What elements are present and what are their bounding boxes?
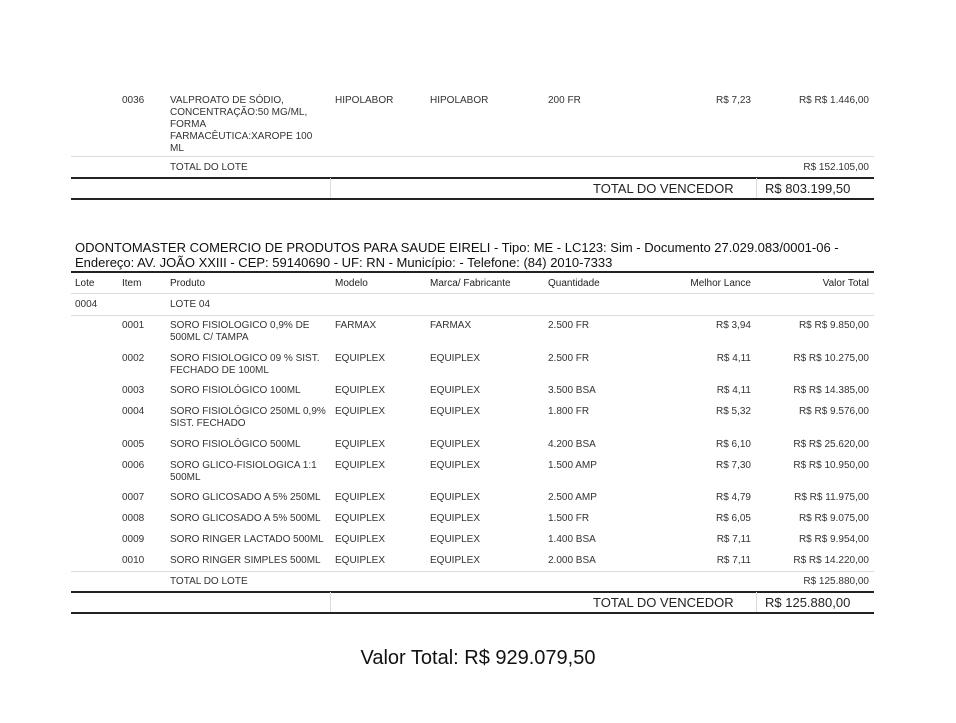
item-number: 0005 bbox=[122, 439, 145, 450]
grand-total: Valor Total: R$ 929.079,50 bbox=[360, 647, 596, 669]
best-bid: R$ 3,94 bbox=[715, 320, 751, 331]
header-valor-total: Valor Total bbox=[822, 278, 869, 289]
item-number: 0002 bbox=[122, 353, 145, 364]
product-name: SORO GLICO-FISIOLOGICA 1:1 500ML bbox=[170, 460, 317, 483]
item-number: 0007 bbox=[122, 492, 145, 503]
quantity: 2.500 FR bbox=[548, 353, 590, 364]
lot-number: 0004 bbox=[75, 299, 98, 310]
lot-total-value: R$ 152.105,00 bbox=[803, 162, 869, 173]
product-name: SORO RINGER LACTADO 500ML bbox=[170, 534, 324, 545]
quantity: 2.500 FR bbox=[548, 320, 590, 331]
product-name: SORO FISIOLÓGICO 250ML 0,9% SIST. FECHADO bbox=[170, 406, 326, 429]
lot-total-value: R$ 125.880,00 bbox=[803, 576, 869, 587]
header-quantidade: Quantidade bbox=[548, 278, 600, 289]
header-melhor-lance: Melhor Lance bbox=[690, 278, 751, 289]
row-divider bbox=[71, 156, 874, 157]
brand: EQUIPLEX bbox=[430, 492, 481, 503]
model: EQUIPLEX bbox=[335, 513, 386, 524]
header-lote: Lote bbox=[75, 278, 95, 289]
row-divider bbox=[71, 293, 874, 294]
product-name: SORO RINGER SIMPLES 500ML bbox=[170, 555, 321, 566]
product-name: SORO FISIOLÓGICO 100ML bbox=[170, 385, 301, 396]
header-produto: Produto bbox=[170, 278, 206, 289]
header-marca: Marca/ Fabricante bbox=[430, 278, 511, 289]
model: EQUIPLEX bbox=[335, 385, 386, 396]
best-bid: R$ 7,23 bbox=[715, 95, 751, 106]
best-bid: R$ 5,32 bbox=[715, 406, 751, 417]
vendor-title: ODONTOMASTER COMERCIO DE PRODUTOS PARA SAUDE EIRELI - Tipo: ME - LC123: Sim - Documento 27.029.083/0001-06 - Endereço: AV. JOÃO XXIII - CEP: 59140690 - UF: RN - Município: - Telefone: (84) 2010-7333 bbox=[75, 240, 839, 270]
brand: EQUIPLEX bbox=[430, 406, 481, 417]
divider-thick bbox=[71, 612, 874, 614]
header-modelo: Modelo bbox=[335, 278, 368, 289]
winner-total-value: R$ 803.199,50 bbox=[765, 181, 851, 196]
item-number: 0006 bbox=[122, 460, 145, 471]
lot-total-label: TOTAL DO LOTE bbox=[170, 162, 248, 173]
model: FARMAX bbox=[335, 320, 377, 331]
item-number: 0008 bbox=[122, 513, 145, 524]
col-divider bbox=[330, 178, 331, 198]
model: EQUIPLEX bbox=[335, 439, 386, 450]
row-total: R$ R$ 11.975,00 bbox=[794, 492, 869, 503]
row-divider bbox=[71, 315, 874, 316]
product-name: SORO FISIOLÓGICO 500ML bbox=[170, 439, 301, 450]
best-bid: R$ 6,05 bbox=[715, 513, 751, 524]
brand: EQUIPLEX bbox=[430, 513, 481, 524]
model: HIPOLABOR bbox=[335, 95, 394, 106]
quantity: 2.500 AMP bbox=[548, 492, 597, 503]
quantity: 1.800 FR bbox=[548, 406, 590, 417]
winner-total-label: TOTAL DO VENCEDOR bbox=[593, 181, 734, 196]
row-total: R$ R$ 14.220,00 bbox=[793, 555, 869, 566]
divider-thick bbox=[71, 271, 874, 273]
best-bid: R$ 7,11 bbox=[716, 555, 751, 566]
row-total: R$ R$ 25.620,00 bbox=[793, 439, 869, 450]
brand: EQUIPLEX bbox=[430, 439, 481, 450]
winner-total-label: TOTAL DO VENCEDOR bbox=[593, 595, 734, 610]
item-number: 0003 bbox=[122, 385, 145, 396]
row-total: R$ R$ 9.954,00 bbox=[798, 534, 869, 545]
item-number: 0001 bbox=[122, 320, 145, 331]
quantity: 1.400 BSA bbox=[548, 534, 596, 545]
item-number: 0010 bbox=[122, 555, 145, 566]
model: EQUIPLEX bbox=[335, 460, 386, 471]
best-bid: R$ 7,11 bbox=[716, 534, 751, 545]
model: EQUIPLEX bbox=[335, 353, 386, 364]
lot-name: LOTE 04 bbox=[170, 299, 211, 310]
model: EQUIPLEX bbox=[335, 534, 386, 545]
item-number: 0009 bbox=[122, 534, 145, 545]
winner-total-value: R$ 125.880,00 bbox=[765, 595, 851, 610]
product-name: SORO FISIOLOGICO 0,9% DE 500ML C/ TAMPA bbox=[170, 320, 310, 343]
header-item: Item bbox=[122, 278, 142, 289]
row-divider bbox=[71, 571, 874, 572]
best-bid: R$ 4,11 bbox=[716, 385, 751, 396]
quantity: 200 FR bbox=[548, 95, 581, 106]
brand: EQUIPLEX bbox=[430, 534, 481, 545]
brand: EQUIPLEX bbox=[430, 460, 481, 471]
lot-total-label: TOTAL DO LOTE bbox=[170, 576, 248, 587]
best-bid: R$ 4,79 bbox=[715, 492, 751, 503]
row-total: R$ R$ 10.275,00 bbox=[793, 353, 869, 364]
brand: FARMAX bbox=[430, 320, 472, 331]
row-total: R$ R$ 9.576,00 bbox=[798, 406, 869, 417]
quantity: 3.500 BSA bbox=[548, 385, 596, 396]
quantity: 2.000 BSA bbox=[548, 555, 596, 566]
brand: EQUIPLEX bbox=[430, 385, 481, 396]
row-total: R$ R$ 10.950,00 bbox=[793, 460, 869, 471]
item-number: 0004 bbox=[122, 406, 145, 417]
product-name: SORO FISIOLOGICO 09 % SIST. FECHADO DE 100ML bbox=[170, 353, 320, 376]
product-name: SORO GLICOSADO A 5% 500ML bbox=[170, 513, 321, 524]
col-divider bbox=[756, 178, 757, 198]
brand: EQUIPLEX bbox=[430, 555, 481, 566]
product-name: VALPROATO DE SÓDIO, CONCENTRAÇÃO:50 MG/ML, FORMA FARMACÊUTICA:XAROPE 100 ML bbox=[170, 95, 313, 154]
divider-thick bbox=[71, 177, 874, 179]
item-number: 0036 bbox=[122, 95, 145, 106]
brand: HIPOLABOR bbox=[430, 95, 489, 106]
best-bid: R$ 6,10 bbox=[715, 439, 751, 450]
brand: EQUIPLEX bbox=[430, 353, 481, 364]
col-divider bbox=[756, 592, 757, 612]
row-total: R$ R$ 9.850,00 bbox=[798, 320, 869, 331]
divider-thick bbox=[71, 591, 874, 593]
col-divider bbox=[330, 592, 331, 612]
row-total: R$ R$ 1.446,00 bbox=[798, 95, 869, 106]
quantity: 4.200 BSA bbox=[548, 439, 596, 450]
product-name: SORO GLICOSADO A 5% 250ML bbox=[170, 492, 321, 503]
model: EQUIPLEX bbox=[335, 492, 386, 503]
divider-thick bbox=[71, 198, 874, 200]
model: EQUIPLEX bbox=[335, 406, 386, 417]
row-total: R$ R$ 9.075,00 bbox=[798, 513, 869, 524]
row-total: R$ R$ 14.385,00 bbox=[793, 385, 869, 396]
best-bid: R$ 4,11 bbox=[716, 353, 751, 364]
best-bid: R$ 7,30 bbox=[715, 460, 751, 471]
model: EQUIPLEX bbox=[335, 555, 386, 566]
quantity: 1.500 FR bbox=[548, 513, 590, 524]
quantity: 1.500 AMP bbox=[548, 460, 597, 471]
